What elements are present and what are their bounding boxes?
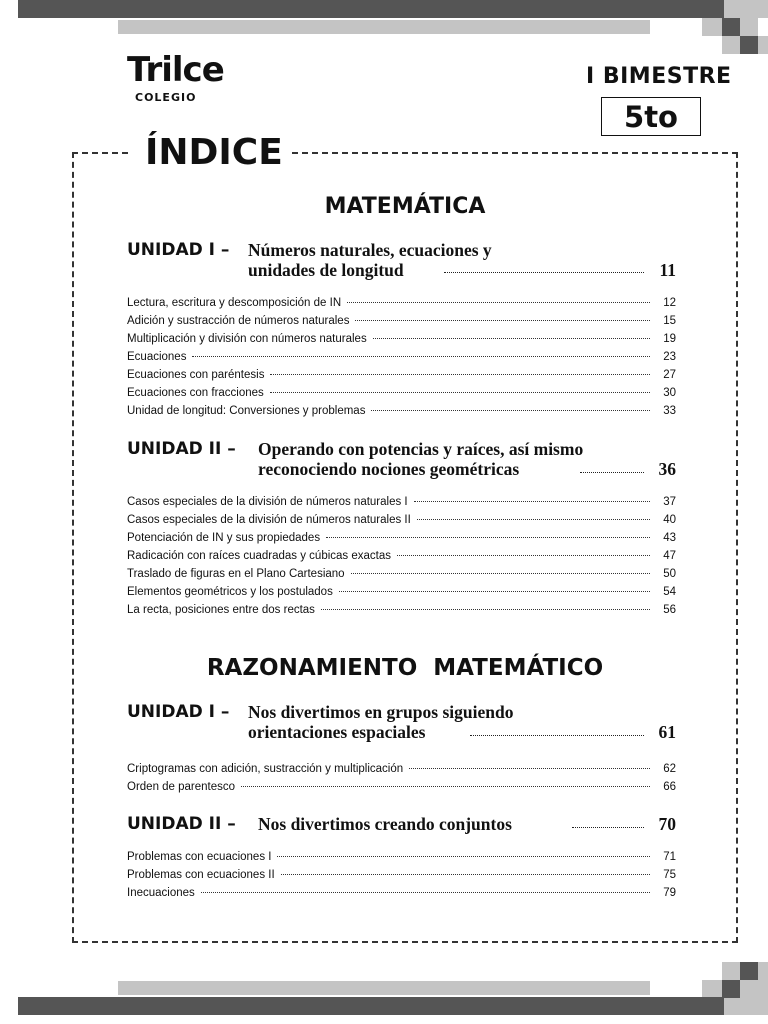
toc-entry-title: Multiplicación y división con números naturales (127, 333, 367, 345)
corner-square (722, 18, 740, 36)
toc-entry[interactable] (127, 760, 676, 778)
toc-entry-page: 56 (663, 604, 676, 616)
leader-dots (409, 768, 650, 769)
toc-entry-title: Inecuaciones (127, 887, 195, 899)
toc-entry-title: Lectura, escritura y descomposición de IN (127, 297, 342, 309)
leader-dots (339, 591, 650, 592)
toc-entry[interactable] (127, 529, 676, 547)
bottom-light-bar (118, 981, 650, 995)
toc-entry-title: La recta, posiciones entre dos rectas (127, 604, 315, 616)
corner-square (740, 18, 758, 36)
unit-title-line1: Números naturales, ecuaciones y (248, 240, 492, 260)
toc-entry[interactable] (127, 402, 676, 420)
unit-leader-dots (470, 735, 644, 736)
leader-dots (241, 786, 650, 787)
toc-entry-title: Casos especiales de la división de números naturales II (127, 514, 411, 526)
toc-entry-page: 71 (663, 851, 676, 863)
school-logo-name: Trilce (127, 50, 224, 90)
toc-entry-page: 12 (663, 297, 676, 309)
toc-entry-page: 30 (663, 387, 676, 399)
toc-entry-page: 62 (663, 763, 676, 775)
toc-entry-title: Ecuaciones con paréntesis (127, 369, 265, 381)
leader-dots (417, 519, 650, 520)
toc-entry-title: Ecuaciones con fracciones (127, 387, 264, 399)
toc-entry-page: 23 (663, 351, 676, 363)
school-logo-subtitle: COLEGIO (135, 91, 197, 104)
toc-entry-page: 66 (663, 781, 676, 793)
corner-square (758, 962, 768, 980)
toc-entry-title: Elementos geométricos y los postulados (127, 586, 333, 598)
section-title-matematica: MATEMÁTICA (324, 194, 486, 219)
leader-dots (321, 609, 650, 610)
corner-square (724, 0, 768, 18)
unit-title-line2: unidades de longitud (248, 260, 404, 280)
toc-entry-title: Problemas con ecuaciones I (127, 851, 272, 863)
unit-title-line2: reconociendo nociones geométricas (258, 459, 520, 479)
toc-entry[interactable] (127, 348, 676, 366)
leader-dots (281, 874, 650, 875)
unit-label: UNIDAD II – (127, 439, 236, 459)
leader-dots (277, 856, 650, 857)
corner-square (758, 36, 768, 54)
bottom-dark-bar (18, 997, 724, 1015)
toc-entry-title: Orden de parentesco (127, 781, 236, 793)
toc-entry-page: 50 (663, 568, 676, 580)
toc-entry[interactable] (127, 565, 676, 583)
leader-dots (351, 573, 650, 574)
leader-dots (373, 338, 650, 339)
unit-leader-dots (572, 827, 644, 828)
unit-title-line1: Operando con potencias y raíces, así mismo (258, 439, 584, 459)
toc-entry[interactable] (127, 493, 676, 511)
toc-entry[interactable] (127, 778, 676, 796)
toc-entry-page: 43 (663, 532, 676, 544)
toc-entry[interactable] (127, 511, 676, 529)
unit-label: UNIDAD II – (127, 814, 236, 834)
unit-title-line1: Nos divertimos en grupos siguiendo (248, 702, 514, 722)
unit-page-number: 70 (658, 814, 676, 834)
top-light-bar (118, 20, 650, 34)
unit-label: UNIDAD I – (127, 240, 230, 260)
toc-entry[interactable] (127, 384, 676, 402)
section-title-razonamiento: RAZONAMIENTO MATEMÁTICO (206, 655, 604, 681)
unit-page-number: 36 (658, 459, 676, 479)
index-title: ÍNDICE (145, 132, 283, 173)
leader-dots (270, 374, 650, 375)
corner-square (702, 18, 722, 36)
leader-dots (326, 537, 650, 538)
toc-entry-title: Problemas con ecuaciones II (127, 869, 275, 881)
toc-entry-page: 75 (663, 869, 676, 881)
toc-entry-page: 19 (663, 333, 676, 345)
toc-entry[interactable] (127, 601, 676, 619)
unit-page-number: 61 (658, 722, 676, 742)
corner-square (740, 980, 768, 998)
leader-dots (347, 302, 650, 303)
toc-entry[interactable] (127, 366, 676, 384)
unit-page-number: 11 (659, 260, 676, 280)
corner-square (722, 36, 740, 54)
toc-entry[interactable] (127, 583, 676, 601)
toc-entry-title: Ecuaciones (127, 351, 187, 363)
leader-dots (414, 501, 650, 502)
corner-square (722, 980, 740, 998)
leader-dots (371, 410, 650, 411)
leader-dots (201, 892, 650, 893)
toc-entry-title: Potenciación de IN y sus propiedades (127, 532, 321, 544)
corner-square (702, 980, 722, 998)
toc-entry-title: Criptogramas con adición, sustracción y multiplicación (127, 763, 404, 775)
toc-entry[interactable] (127, 848, 676, 866)
toc-entry-page: 47 (663, 550, 676, 562)
toc-entry[interactable] (127, 312, 676, 330)
corner-square (724, 998, 768, 1015)
toc-entry-title: Casos especiales de la división de números naturales I (127, 496, 408, 508)
toc-entry[interactable] (127, 547, 676, 565)
unit-title-line1: Nos divertimos creando conjuntos (258, 814, 512, 834)
leader-dots (270, 392, 650, 393)
corner-square (722, 962, 740, 980)
toc-entry[interactable] (127, 294, 676, 312)
toc-entry[interactable] (127, 330, 676, 348)
top-dark-bar (18, 0, 724, 18)
toc-entry-page: 54 (663, 586, 676, 598)
toc-entry-page: 79 (663, 887, 676, 899)
corner-square (740, 36, 758, 54)
unit-leader-dots (580, 472, 644, 473)
leader-dots (192, 356, 650, 357)
toc-entry-title: Adición y sustracción de números naturales (127, 315, 350, 327)
toc-entry-title: Unidad de longitud: Conversiones y problemas (127, 405, 366, 417)
bimestre-label: I BIMESTRE (586, 64, 732, 89)
corner-square (740, 962, 758, 980)
toc-entry-title: Traslado de figuras en el Plano Cartesiano (127, 568, 345, 580)
unit-label: UNIDAD I – (127, 702, 230, 722)
toc-entry[interactable] (127, 866, 676, 884)
toc-entry-page: 33 (663, 405, 676, 417)
toc-entry-page: 27 (663, 369, 676, 381)
leader-dots (355, 320, 650, 321)
unit-title-line2: orientaciones espaciales (248, 722, 426, 742)
toc-entry-page: 40 (663, 514, 676, 526)
toc-entry-title: Radicación con raíces cuadradas y cúbicas exactas (127, 550, 392, 562)
grade-box: 5to (601, 97, 701, 136)
toc-entry-page: 37 (663, 496, 676, 508)
toc-entry[interactable] (127, 884, 676, 902)
leader-dots (397, 555, 650, 556)
unit-leader-dots (444, 272, 644, 273)
toc-entry-page: 15 (663, 315, 676, 327)
